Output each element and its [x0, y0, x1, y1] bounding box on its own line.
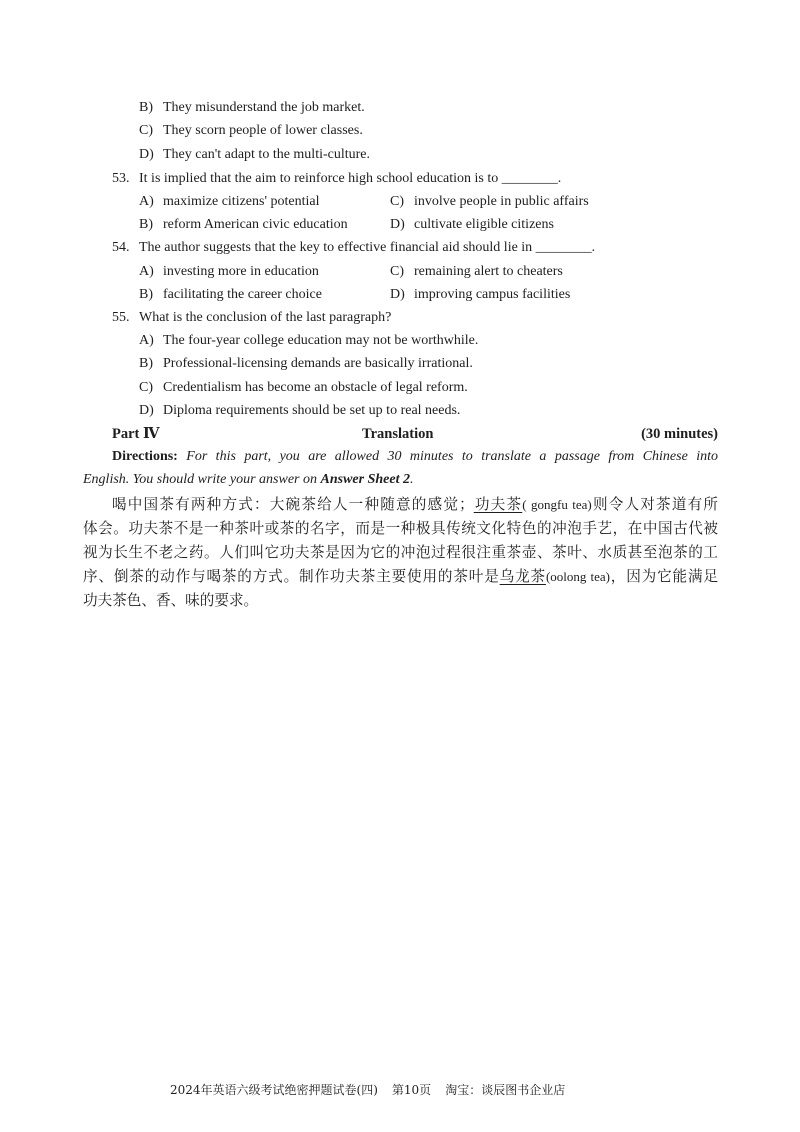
passage-pinyin: ( gongfu tea): [522, 497, 592, 512]
option-text: reform American civic education: [163, 217, 348, 232]
directions-text: For this part, you are allowed 30 minutes to translate a passage from Chinese into: [186, 449, 718, 464]
part-label: Part Ⅳ: [112, 426, 160, 442]
passage-term-underlined: 功夫茶: [473, 496, 523, 513]
q54-options-row-1: [0, 262, 800, 282]
time-limit: (30 minutes): [641, 426, 718, 442]
passage-line-4: [83, 566, 718, 588]
part-4-header: [0, 424, 800, 444]
question-number: 55.: [112, 310, 130, 325]
option-letter: B): [139, 356, 153, 371]
q52-option-d: [0, 145, 800, 165]
option-text: investing more in education: [163, 264, 319, 279]
page-number: 第10页: [391, 1083, 432, 1097]
option-text: The four-year college education may not be worthwhile.: [163, 333, 479, 348]
option-letter: D): [139, 403, 154, 418]
passage-text: ，因为它能满足: [609, 568, 718, 585]
passage-text: 则令人对茶道有所: [591, 496, 718, 513]
option-text: involve people in public affairs: [414, 194, 589, 209]
q55-option-d: [0, 401, 800, 421]
page-footer: [170, 1081, 565, 1099]
passage-text: 视为长生不老之药。人们叫它功夫茶是因为它的冲泡过程很注重茶壶、茶叶、水质甚至泡茶的工: [83, 544, 718, 561]
option-letter: B): [139, 287, 153, 302]
passage-text: 序、倒茶的动作与喝茶的方式。制作功夫茶主要使用的茶叶是: [83, 568, 500, 585]
q54-options-row-2: [0, 285, 800, 305]
directions-text: English. You should write your answer on: [83, 472, 318, 487]
q55-option-b: [0, 354, 800, 374]
option-text: improving campus facilities: [414, 287, 571, 302]
question-stem: It is implied that the aim to reinforce high school education is to ________.: [139, 171, 562, 186]
passage-line-2: [83, 518, 718, 540]
option-letter: A): [139, 333, 154, 348]
q55-option-c: [0, 378, 800, 398]
passage-line-3: [83, 542, 718, 564]
option-letter: C): [139, 123, 153, 138]
q54-stem: [0, 238, 800, 258]
option-letter: C): [139, 380, 153, 395]
passage-term-underlined: 乌龙茶: [499, 568, 546, 585]
passage-text: 喝中国茶有两种方式：大碗茶给人一种随意的感觉；: [112, 496, 474, 513]
passage-line-1: [112, 494, 718, 516]
option-letter: D): [390, 287, 405, 302]
option-letter: B): [139, 100, 153, 115]
option-text: Diploma requirements should be set up to real needs.: [163, 403, 461, 418]
q52-option-b: [0, 98, 800, 118]
option-letter: D): [139, 147, 154, 162]
question-number: 53.: [112, 171, 130, 186]
passage-text: 功夫茶色、香、味的要求。: [83, 592, 259, 609]
option-letter: A): [139, 194, 154, 209]
option-text: They can't adapt to the multi-culture.: [163, 147, 371, 162]
footer-title: 2024年英语六级考试绝密押题试卷(四): [170, 1083, 378, 1097]
q55-option-a: [0, 331, 800, 351]
directions-line-2: [83, 470, 718, 490]
q55-stem: [0, 308, 800, 328]
option-text: They misunderstand the job market.: [163, 100, 365, 115]
answer-sheet-ref: Answer Sheet 2: [320, 472, 410, 487]
option-letter: B): [139, 217, 153, 232]
option-letter: C): [390, 194, 404, 209]
footer-shop: 淘宝：谈辰图书企业店: [445, 1083, 566, 1097]
question-stem: The author suggests that the key to effective financial aid should lie in ________.: [139, 240, 596, 255]
directions-period: .: [409, 472, 414, 487]
question-number: 54.: [112, 240, 130, 255]
directions-line-1: [112, 447, 718, 467]
option-text: Professional-licensing demands are basically irrational.: [163, 356, 473, 371]
passage-line-5: [83, 590, 718, 612]
option-text: They scorn people of lower classes.: [163, 123, 363, 138]
option-text: Credentialism has become an obstacle of legal reform.: [163, 380, 468, 395]
option-letter: C): [390, 264, 404, 279]
option-text: remaining alert to cheaters: [414, 264, 563, 279]
question-stem: What is the conclusion of the last paragraph?: [139, 310, 392, 325]
option-text: facilitating the career choice: [163, 287, 322, 302]
option-letter: A): [139, 264, 154, 279]
option-text: cultivate eligible citizens: [414, 217, 554, 232]
passage-pinyin: (oolong tea): [545, 569, 610, 584]
q53-options-row-2: [0, 215, 800, 235]
passage-text: 体会。功夫茶不是一种茶叶或茶的名字，而是一种极具传统文化特色的冲泡手艺，在中国古代被: [83, 520, 718, 537]
directions-label: Directions:: [112, 449, 178, 464]
q53-stem: [0, 169, 800, 189]
option-letter: D): [390, 217, 405, 232]
section-title: Translation: [362, 426, 434, 442]
q53-options-row-1: [0, 192, 800, 212]
q52-option-c: [0, 121, 800, 141]
option-text: maximize citizens' potential: [163, 194, 320, 209]
